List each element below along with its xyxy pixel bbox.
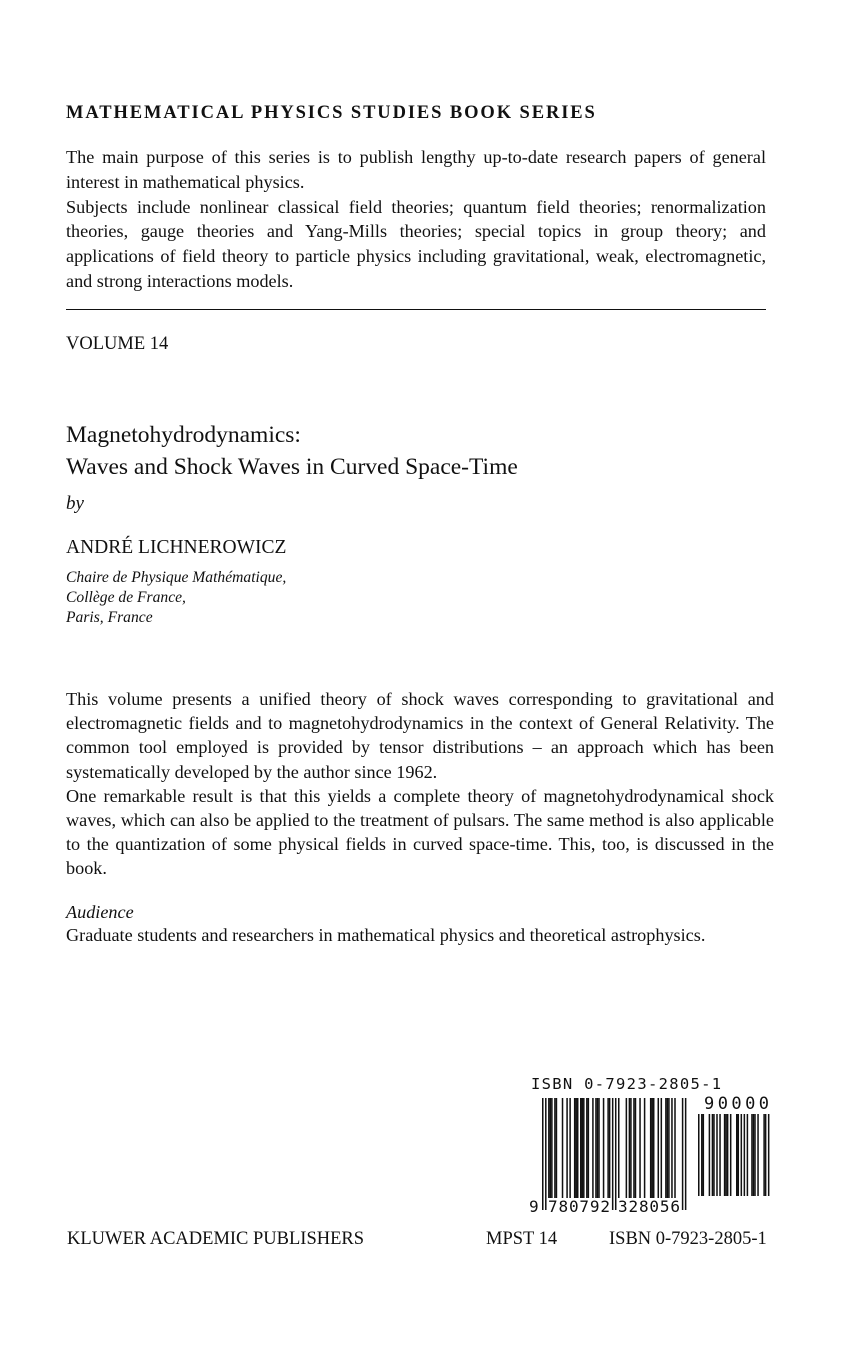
addon-bar [751, 1114, 753, 1196]
audience-heading: Audience [66, 902, 134, 922]
addon-bar [727, 1114, 729, 1196]
barcode-bar [639, 1098, 641, 1198]
addon-bar [716, 1114, 718, 1196]
barcode-bar [592, 1098, 594, 1198]
barcode-bar [603, 1098, 605, 1198]
addon-bar [747, 1114, 749, 1196]
barcode-bar [626, 1098, 628, 1198]
addon-bar [725, 1114, 727, 1196]
footer-isbn: ISBN 0-7923-2805-1 [609, 1229, 767, 1249]
addon-bar [757, 1114, 759, 1196]
barcode-bar [566, 1098, 568, 1198]
addon-bar [698, 1114, 700, 1196]
affiliation-line-2: Collège de France, [66, 589, 186, 606]
ean-first-digit: 9 [529, 1197, 539, 1216]
barcode-bar [542, 1098, 544, 1210]
addon-bars [698, 1114, 769, 1196]
barcode-bar [583, 1098, 585, 1198]
addon-bar [719, 1114, 721, 1196]
book-abstract [66, 687, 774, 881]
addon-bar [712, 1114, 714, 1196]
book-title-line-1: Magnetohydrodynamics: [66, 422, 301, 448]
barcode-bar [569, 1098, 571, 1198]
barcode-bar [650, 1098, 652, 1198]
abstract-paragraph-2: One remarkable result is that this yields a complete theory of magnetohydrodynamical shock waves, which can also be applied to the treatment of pulsars. The same method is also applicable to the quantization of some physical fields in curved space-time. This, too, is discussed in the book. [66, 785, 774, 879]
barcode-bar [575, 1098, 577, 1198]
barcode-bar [618, 1098, 620, 1198]
barcode-bar [545, 1098, 547, 1210]
barcode-bar [615, 1098, 617, 1210]
barcode-bar [651, 1098, 653, 1198]
addon-bar [713, 1114, 715, 1196]
series-purpose-paragraph: The main purpose of this series is to publish lengthy up-to-date research papers of general interest in mathematical physics. [66, 147, 766, 192]
barcode-bar [674, 1098, 676, 1198]
by-label: by [66, 493, 84, 514]
series-code: MPST 14 [486, 1229, 558, 1249]
barcode-bar [658, 1098, 660, 1198]
publisher-name: KLUWER ACADEMIC PUBLISHERS [67, 1229, 365, 1249]
barcode-bar [580, 1098, 582, 1198]
series-title: MATHEMATICAL PHYSICS STUDIES BOOK SERIES [66, 103, 597, 123]
affiliation-line-3: Paris, France [66, 609, 153, 626]
barcode-bar [577, 1098, 579, 1198]
book-title-line-2: Waves and Shock Waves in Curved Space-Time [66, 454, 518, 480]
barcode-bar [644, 1098, 646, 1198]
barcode-bar [598, 1098, 600, 1198]
addon-bar [763, 1114, 765, 1196]
barcode-bar [595, 1098, 597, 1198]
barcode-bar [607, 1098, 609, 1198]
barcode-bar [668, 1098, 670, 1198]
barcode-bar [612, 1098, 614, 1210]
volume-number: VOLUME 14 [66, 334, 169, 354]
addon-bar [768, 1114, 770, 1196]
addon-bar [736, 1114, 738, 1196]
barcode-bar [661, 1098, 663, 1198]
addon-bar [724, 1114, 726, 1196]
barcode-bar [562, 1098, 564, 1198]
barcode-bar [609, 1098, 611, 1198]
barcode-bar [682, 1098, 684, 1210]
barcode-bar [635, 1098, 637, 1198]
addon-bar [701, 1114, 703, 1196]
abstract-paragraph-1: This volume presents a unified theory of shock waves corresponding to gravitational and electromagnetic fields and to magnetohydrodynamics in the context of General Relativity. The common tool employed is provided by tensor distributions – an approach which has been systematically developed by the author since 1962. [66, 689, 774, 782]
barcode-bar [548, 1098, 550, 1198]
barcode-bar [685, 1098, 687, 1210]
barcode-bar [554, 1098, 556, 1198]
barcode-bar [633, 1098, 635, 1198]
addon-bar [754, 1114, 756, 1196]
barcode-bar [597, 1098, 599, 1198]
barcode-bar [630, 1098, 632, 1198]
barcode-bar [556, 1098, 558, 1198]
addon-bar [703, 1114, 705, 1196]
addon-bar [744, 1114, 746, 1196]
book-title [66, 419, 518, 483]
affiliation-line-1: Chaire de Physique Mathématique, [66, 569, 287, 586]
series-description [66, 145, 766, 294]
addon-bar [765, 1114, 767, 1196]
author-name: ANDRÉ LICHNEROWICZ [66, 537, 287, 558]
barcode-bar [586, 1098, 588, 1198]
ean-left-digits: 780792 [548, 1197, 610, 1216]
series-subjects-paragraph: Subjects include nonlinear classical field theories; quantum field theories; renormalization theories, gauge theories and Yang-Mills theories; special topics in group theory; and applications of field theory to particle physics including gravitational, weak, electromagnetic, and strong interactions models. [66, 196, 766, 291]
barcode-bar [629, 1098, 631, 1198]
barcode-bar [550, 1098, 552, 1198]
barcode-bar [665, 1098, 667, 1198]
barcode-bar [653, 1098, 655, 1198]
addon-bar [709, 1114, 711, 1196]
addon-bar [741, 1114, 743, 1196]
barcode-bar [671, 1098, 673, 1198]
addon-digits: 90000 [704, 1094, 770, 1114]
addon-bar [738, 1114, 740, 1196]
barcode-bar [588, 1098, 590, 1198]
audience-text: Graduate students and researchers in mathematical physics and theoretical astrophysics. [66, 925, 706, 945]
barcode-bar [667, 1098, 669, 1198]
barcode-bar [582, 1098, 584, 1198]
isbn-barcode [528, 1090, 778, 1220]
divider-rule [66, 309, 766, 310]
ean-bars [542, 1098, 686, 1210]
ean-right-digits: 328056 [618, 1197, 680, 1216]
barcode-isbn-label: ISBN 0-7923-2805-1 [531, 1075, 723, 1093]
barcode-bar [551, 1098, 553, 1198]
addon-bar [730, 1114, 732, 1196]
author-affiliation [66, 568, 286, 628]
addon-bar [753, 1114, 755, 1196]
barcode-bar [574, 1098, 576, 1198]
